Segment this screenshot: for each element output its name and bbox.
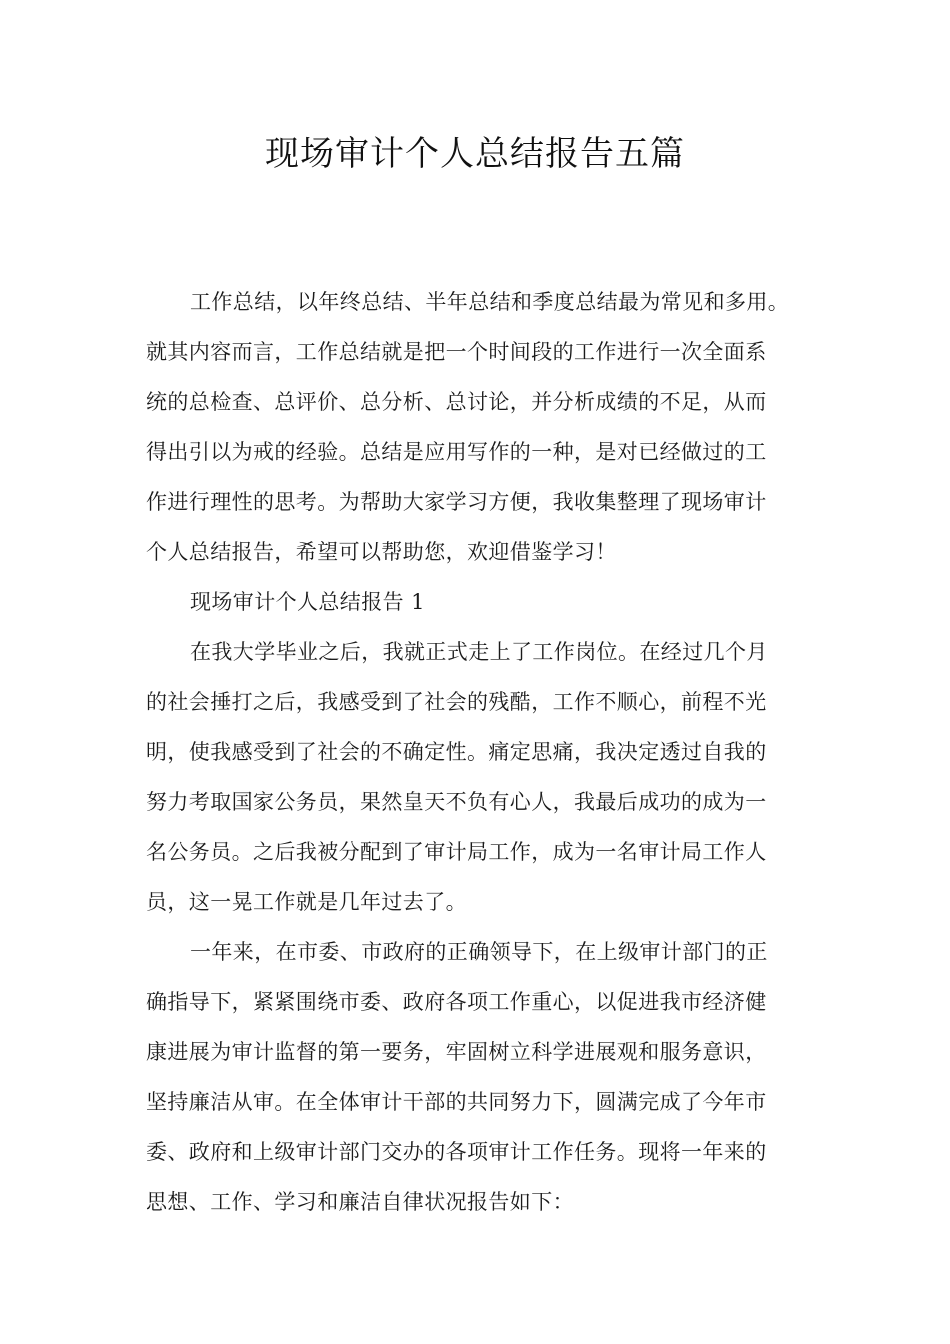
paragraph-line: 确指导下，紧紧围绕市委、政府各项工作重心，以促进我市经济健	[146, 990, 767, 1014]
paragraph-line: 就其内容而言，工作总结就是把一个时间段的工作进行一次全面系	[146, 340, 767, 364]
paragraph-line: 作进行理性的思考。为帮助大家学习方便，我收集整理了现场审计	[146, 490, 767, 514]
paragraph-line: 个人总结报告，希望可以帮助您，欢迎借鉴学习！	[146, 540, 617, 564]
paragraph-line: 的社会捶打之后，我感受到了社会的残酷，工作不顺心，前程不光	[146, 690, 767, 714]
paragraph-line: 坚持廉洁从审。在全体审计干部的共同努力下，圆满完成了今年市	[146, 1090, 767, 1114]
page-title: 现场审计个人总结报告五篇	[265, 134, 685, 174]
paragraph-line: 明，使我感受到了社会的不确定性。痛定思痛，我决定透过自我的	[146, 740, 767, 764]
document-body	[146, 277, 814, 1227]
paragraph-line: 委、政府和上级审计部门交办的各项审计工作任务。现将一年来的	[146, 1140, 767, 1164]
paragraph-line: 思想、工作、学习和廉洁自律状况报告如下：	[146, 1190, 574, 1214]
paragraph-line: 一年来，在市委、市政府的正确领导下，在上级审计部门的正	[190, 940, 768, 964]
paragraph-line: 名公务员。之后我被分配到了审计局工作，成为一名审计局工作人	[146, 840, 767, 864]
paragraph-line: 得出引以为戒的经验。总结是应用写作的一种，是对已经做过的工	[146, 440, 767, 464]
section-heading: 现场审计个人总结报告 1	[190, 590, 425, 614]
paragraph-line: 努力考取国家公务员，果然皇天不负有心人，我最后成功的成为一	[146, 790, 767, 814]
paragraph-line: 工作总结，以年终总结、半年总结和季度总结最为常见和多用。	[190, 290, 790, 314]
paragraph-line: 在我大学毕业之后，我就正式走上了工作岗位。在经过几个月	[190, 640, 768, 664]
paragraph-line: 统的总检查、总评价、总分析、总讨论，并分析成绩的不足，从而	[146, 390, 767, 414]
paragraph-line: 康进展为审计监督的第一要务，牢固树立科学进展观和服务意识，	[146, 1040, 767, 1064]
paragraph-line: 员，这一晃工作就是几年过去了。	[146, 890, 467, 914]
